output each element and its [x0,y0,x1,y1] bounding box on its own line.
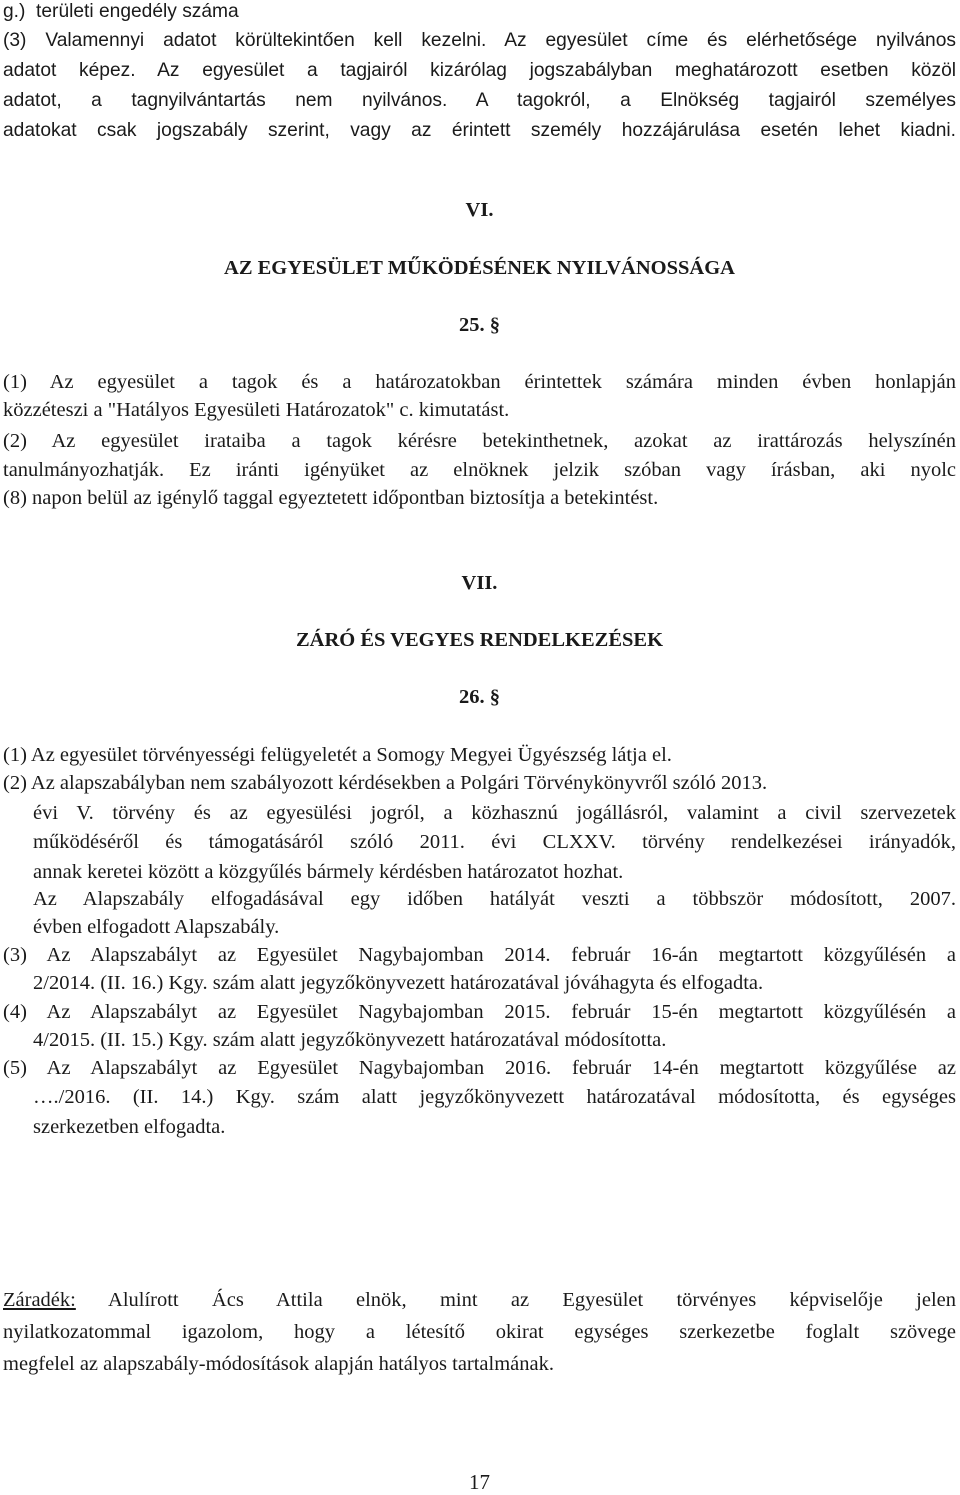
chapter6-number: VI. [465,199,494,221]
ch7-line-14: szerkezetben elfogadta. [33,1116,226,1138]
ch6-line-4: tanulmányozhatják. Ez iránti igényüket az elnöknek jelzik szóban vagy írásban, aki nyolc [3,459,956,481]
paragraph-26: 26. § [459,686,500,708]
ch7-line-10: (4) Az Alapszabályt az Egyesület Nagybajomban 2015. február 15-én megtartott közgyűlésén a [3,1001,956,1023]
clause-line-3: megfelel az alapszabály-módosítások alapján hatályos tartalmának. [3,1353,554,1375]
para3-line-4: adatokat csak jogszabály szerint, vagy az érintett személy hozzájárulása esetén lehet kiadni. [3,120,956,141]
ch6-line-3: (2) Az egyesület irataiba a tagok kérésre betekinthetnek, azokat az irattározás helyszínén [3,430,956,452]
ch7-line-2: (2) Az alapszabályban nem szabályozott kérdésekben a Polgári Törvénykönyvről szóló 2013. [3,772,768,794]
ch7-line-3: évi V. törvény és az egyesülési jogról, a közhasznú jogállásról, valamint a civil szervezetek [33,802,956,824]
clause-line-2: nyilatkozatommal igazolom, hogy a létesítő okirat egységes szerkezetbe foglalt szövege [3,1321,956,1343]
ch7-line-12: (5) Az Alapszabályt az Egyesület Nagybajomban 2016. február 14-én megtartott közgyűlése az [3,1057,956,1079]
para3-line-1: (3) Valamennyi adatot körültekintően kell kezelni. Az egyesület címe és elérhetősége nyilvános [3,30,956,51]
ch7-line-5: annak keretei között a közgyűlés bármely kérdésben határozatot hozhat. [33,861,624,883]
para3-line-3: adatot, a tagnyilvántartás nem nyilvános. A tagokról, a Elnökség tagjairól személyes [3,90,956,111]
ch7-line-7: évben elfogadott Alapszabály. [33,916,280,938]
clause-label: Záradék: [3,1289,76,1311]
item-g: g.) területi engedély száma [3,1,239,22]
ch7-line-9: 2/2014. (II. 16.) Kgy. szám alatt jegyzőkönyvezett határozatával jóváhagyta és elfogadta. [33,972,764,994]
paragraph-25: 25. § [459,314,500,336]
ch7-line-6: Az Alapszabály elfogadásával egy időben hatályát veszti a többször módosított, 2007. [33,888,956,910]
ch6-line-1: (1) Az egyesület a tagok és a határozatokban érintettek számára minden évben honlapján [3,371,956,393]
ch7-line-1: (1) Az egyesület törvényességi felügyeletét a Somogy Megyei Ügyészség látja el. [3,744,672,766]
ch6-line-2: közzéteszi a "Hatályos Egyesületi Határozatok" c. kimutatást. [3,399,510,421]
ch7-line-8: (3) Az Alapszabályt az Egyesület Nagybajomban 2014. február 16-án megtartott közgyűlésén a [3,944,956,966]
clause-line-1-text: Alulírott Ács Attila elnök, mint az Egyesület törvényes képviselője jelen [75,1289,956,1311]
page-number: 17 [469,1470,490,1494]
ch7-line-13: …./2016. (II. 14.) Kgy. szám alatt jegyzőkönyvezett határozatával módosította, és egységes [33,1086,956,1108]
clause-line-1 [3,1287,956,1313]
ch6-line-5: (8) napon belül az igénylő taggal egyeztetett időpontban biztosítja a betekintést. [3,487,659,509]
ch7-line-4: működéséről és támogatásáról szóló 2011. évi CLXXV. törvény rendelkezései irányadók, [33,831,956,853]
chapter6-title: AZ EGYESÜLET MŰKÖDÉSÉNEK NYILVÁNOSSÁGA [224,257,735,279]
chapter7-title: ZÁRÓ ÉS VEGYES RENDELKEZÉSEK [295,629,664,651]
ch7-line-11: 4/2015. (II. 15.) Kgy. szám alatt jegyzőkönyvezett határozatával módosította. [33,1029,667,1051]
chapter7-number: VII. [461,572,498,594]
para3-line-2: adatot képez. Az egyesület a tagjairól kizárólag jogszabályban meghatározott esetben közöl [3,60,956,81]
